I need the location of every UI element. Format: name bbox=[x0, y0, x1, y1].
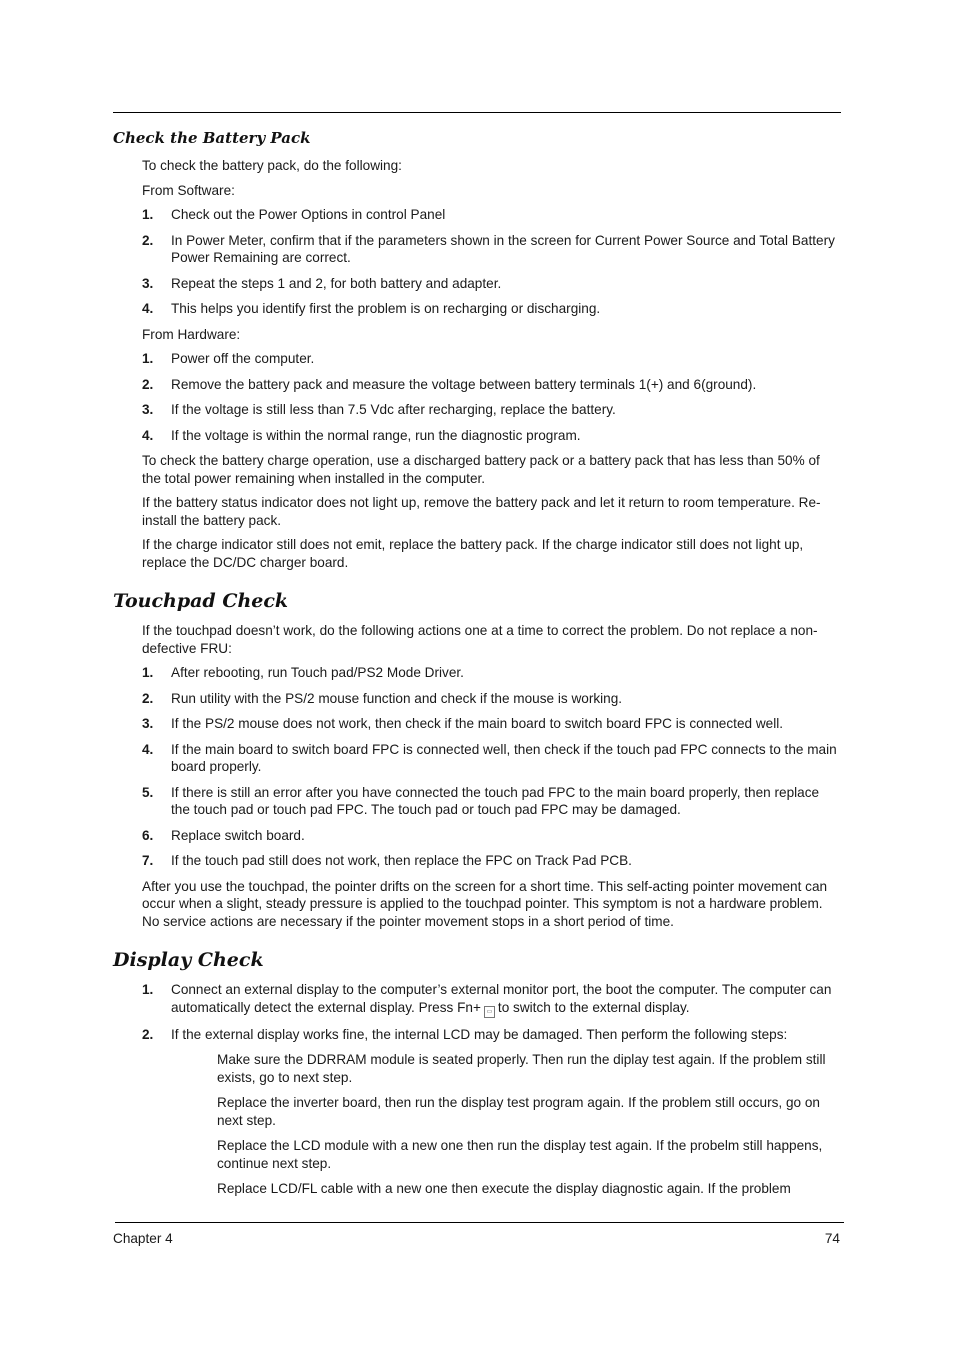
display-substep: Replace the inverter board, then run the display test program again. If the problem still occurs, go on next step. bbox=[217, 1095, 820, 1128]
list-item: 1. After rebooting, run Touch pad/PS2 Mode Driver. bbox=[142, 665, 464, 680]
function-key-icon: ▭ bbox=[484, 1006, 495, 1018]
list-item: 1. Power off the computer. bbox=[142, 351, 315, 366]
list-item: 6. Replace switch board. bbox=[142, 827, 305, 843]
battery-section-title: Check the Battery Pack bbox=[113, 129, 311, 147]
footer-chapter: Chapter 4 bbox=[113, 1231, 173, 1246]
list-item: 7. If the touch pad still does not work, then replace the FPC on Track Pad PCB. bbox=[142, 853, 632, 868]
list-item: 2. If the external display works fine, the internal LCD may be damaged. Then perform the following steps: bbox=[142, 1026, 788, 1042]
footer-page-number: 74 bbox=[824, 1231, 840, 1246]
page-content bbox=[113, 128, 841, 1206]
header-rule bbox=[113, 112, 841, 113]
display-section-title: Display Check bbox=[113, 949, 264, 971]
battery-paragraph: If the charge indicator still does not emit, replace the battery pack. If the charge indicator still does not light up, replace the DC/DC charger board. bbox=[142, 537, 804, 570]
from-hardware-label: From Hardware: bbox=[142, 326, 241, 342]
list-item: 2. In Power Meter, confirm that if the parameters shown in the screen for Current Power Source and Total Battery Power Remaining are correct. bbox=[142, 232, 835, 265]
list-item: 1. Check out the Power Options in control Panel bbox=[142, 207, 446, 222]
battery-paragraph: If the battery status indicator does not light up, remove the battery pack and let it return to room temperature. Re-install the battery pack. bbox=[142, 495, 821, 528]
touchpad-note: After you use the touchpad, the pointer drifts on the screen for a short time. This self-acting pointer movement can occur when a slight, steady pressure is applied to the touchpad pointer. This symptom is not a hardware problem. No service actions are necessary if the pointer movement stops in a short period of time. bbox=[142, 878, 828, 929]
list-item: 2. Run utility with the PS/2 mouse function and check if the mouse is working. bbox=[142, 690, 623, 706]
touchpad-steps-list bbox=[113, 664, 841, 870]
list-item: 4. If the main board to switch board FPC is connected well, then check if the touch pad FPC connects to the main board properly. bbox=[142, 741, 837, 774]
battery-intro: To check the battery pack, do the following: bbox=[142, 158, 402, 173]
list-item: 5. If there is still an error after you have connected the touch pad FPC to the main board properly, then replace the touch pad or touch pad FPC. The touch pad or touch pad FPC may be damaged. bbox=[142, 784, 820, 817]
list-item: 2. Remove the battery pack and measure the voltage between battery terminals 1(+) and 6(ground). bbox=[142, 376, 757, 392]
software-steps-list bbox=[113, 206, 841, 318]
display-substep: Replace the LCD module with a new one then run the display test again. If the probelm still happens, continue next step. bbox=[217, 1138, 823, 1171]
display-steps-list bbox=[113, 981, 841, 1043]
battery-paragraph: To check the battery charge operation, use a discharged battery pack or a battery pack that has less than 50% of the total power remaining when installed in the computer. bbox=[142, 453, 820, 486]
list-item: 4. This helps you identify first the problem is on recharging or discharging. bbox=[142, 301, 601, 316]
touchpad-section-title: Touchpad Check bbox=[113, 590, 289, 612]
touchpad-intro: If the touchpad doesn’t work, do the following actions one at a time to correct the problem. Do not replace a non-defective FRU: bbox=[142, 623, 818, 656]
hardware-steps-list bbox=[113, 350, 841, 444]
footer-rule bbox=[115, 1222, 844, 1223]
display-substep: Replace LCD/FL cable with a new one then execute the display diagnostic again. If the problem bbox=[217, 1181, 791, 1196]
display-substep: Make sure the DDRRAM module is seated properly. Then run the diplay test again. If the problem still exists, go to next step. bbox=[217, 1052, 826, 1085]
list-item: 3. If the PS/2 mouse does not work, then check if the main board to switch board FPC is connected well. bbox=[142, 716, 784, 731]
list-item: 3. Repeat the steps 1 and 2, for both battery and adapter. bbox=[142, 275, 502, 291]
from-software-label: From Software: bbox=[142, 182, 235, 198]
list-item: 4. If the voltage is within the normal range, run the diagnostic program. bbox=[142, 427, 581, 443]
list-item: 1. Connect an external display to the computer’s external monitor port, the boot the computer. The computer can automatically detect the external display. Press Fn+ ▭ to switch to the external display. bbox=[113, 981, 841, 1018]
list-item: 3. If the voltage is still less than 7.5 Vdc after recharging, replace the battery. bbox=[142, 402, 616, 417]
